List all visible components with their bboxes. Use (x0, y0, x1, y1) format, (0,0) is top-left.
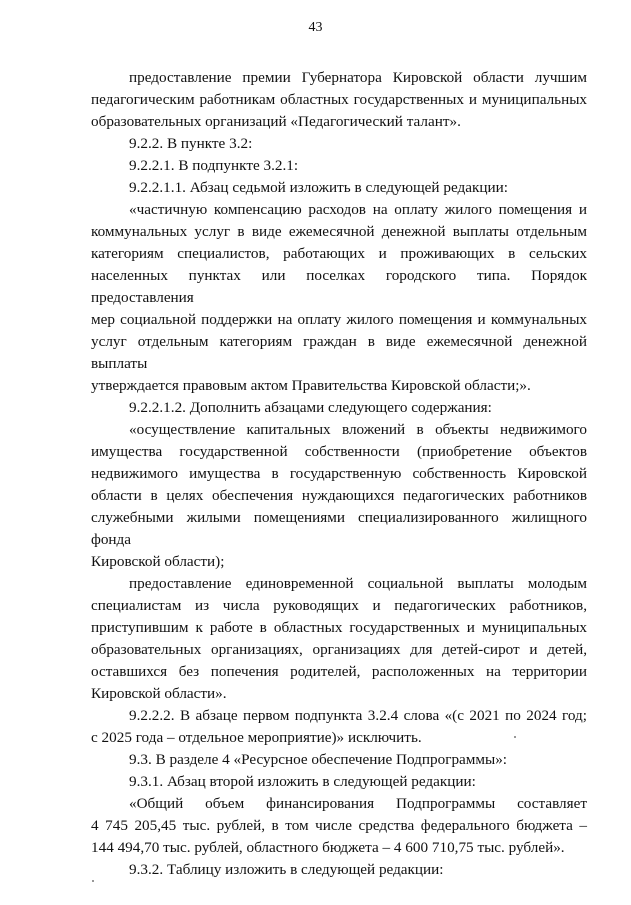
text-line: оставшихся без попечения родителей, расположенных на территории (91, 663, 587, 680)
text-line: 9.3. В разделе 4 «Ресурсное обеспечение Подпрограммы»: (129, 751, 508, 768)
text-line: коммунальных услуг в виде ежемесячной денежной выплаты отдельным (91, 223, 587, 240)
text-line: 9.3.1. Абзац второй изложить в следующей редакции: (129, 773, 476, 790)
text-line: «Общий объем финансирования Подпрограммы составляет (129, 795, 587, 812)
text-line: имущества государственной собственности (приобретение объектов (91, 443, 587, 460)
text-line: недвижимого имущества в государственную собственность Кировской (91, 465, 587, 482)
text-line: 9.2.2.1. В подпункте 3.2.1: (129, 157, 299, 174)
text-line: услуг отдельным категориям граждан в виде ежемесячной денежной выплаты (91, 333, 587, 372)
text-line: 9.2.2.2. В абзаце первом подпункта 3.2.4 слова «(с 2021 по 2024 год; (129, 707, 587, 724)
text-line: 9.2.2. В пункте 3.2: (129, 135, 253, 152)
text-line: 9.2.2.1.1. Абзац седьмой изложить в следующей редакции: (129, 179, 508, 196)
text-line: предоставление единовременной социальной выплаты молодым (129, 575, 587, 592)
text-line: 4 745 205,45 тыс. рублей, в том числе средства федерального бюджета – (91, 817, 587, 834)
scan-speck (514, 736, 516, 738)
document-body (91, 67, 587, 881)
text-line: 9.2.2.1.2. Дополнить абзацами следующего содержания: (129, 399, 492, 416)
text-line: приступившим к работе в областных государственных и муниципальных (91, 619, 587, 636)
text-line: с 2025 года – отдельное мероприятие)» исключить. (91, 729, 422, 746)
text-line: Кировской области); (91, 553, 225, 570)
page-number: 43 (308, 20, 323, 35)
text-line: специалистам из числа руководящих и педагогических работников, (91, 597, 587, 614)
text-line: категориям специалистов, работающих и проживающих в сельских (91, 245, 587, 262)
text-line: педагогическим работникам областных государственных и муниципальных (91, 91, 587, 108)
text-line: 9.3.2. Таблицу изложить в следующей редакции: (129, 861, 444, 878)
text-line: области в целях обеспечения нуждающихся педагогических работников (91, 487, 587, 504)
text-line: населенных пунктах или поселках городского типа. Порядок предоставления (91, 267, 587, 306)
text-line: образовательных организациях, организациях для детей-сирот и детей, (91, 641, 587, 658)
text-line: «частичную компенсацию расходов на оплату жилого помещения и (129, 201, 587, 218)
text-line: предоставление премии Губернатора Кировской области лучшим (129, 69, 587, 86)
text-line: утверждается правовым актом Правительства Кировской области;». (91, 377, 531, 394)
text-line: служебными жилыми помещениями специализированного жилищного фонда (91, 509, 587, 548)
text-line: мер социальной поддержки на оплату жилого помещения и коммунальных (91, 311, 587, 328)
text-line: 144 494,70 тыс. рублей, областного бюджета – 4 600 710,75 тыс. рублей». (91, 839, 565, 856)
text-line: Кировской области». (91, 685, 227, 702)
scan-speck (92, 880, 94, 882)
text-line: образовательных организаций «Педагогический талант». (91, 113, 461, 130)
text-line: «осуществление капитальных вложений в объекты недвижимого (129, 421, 587, 438)
